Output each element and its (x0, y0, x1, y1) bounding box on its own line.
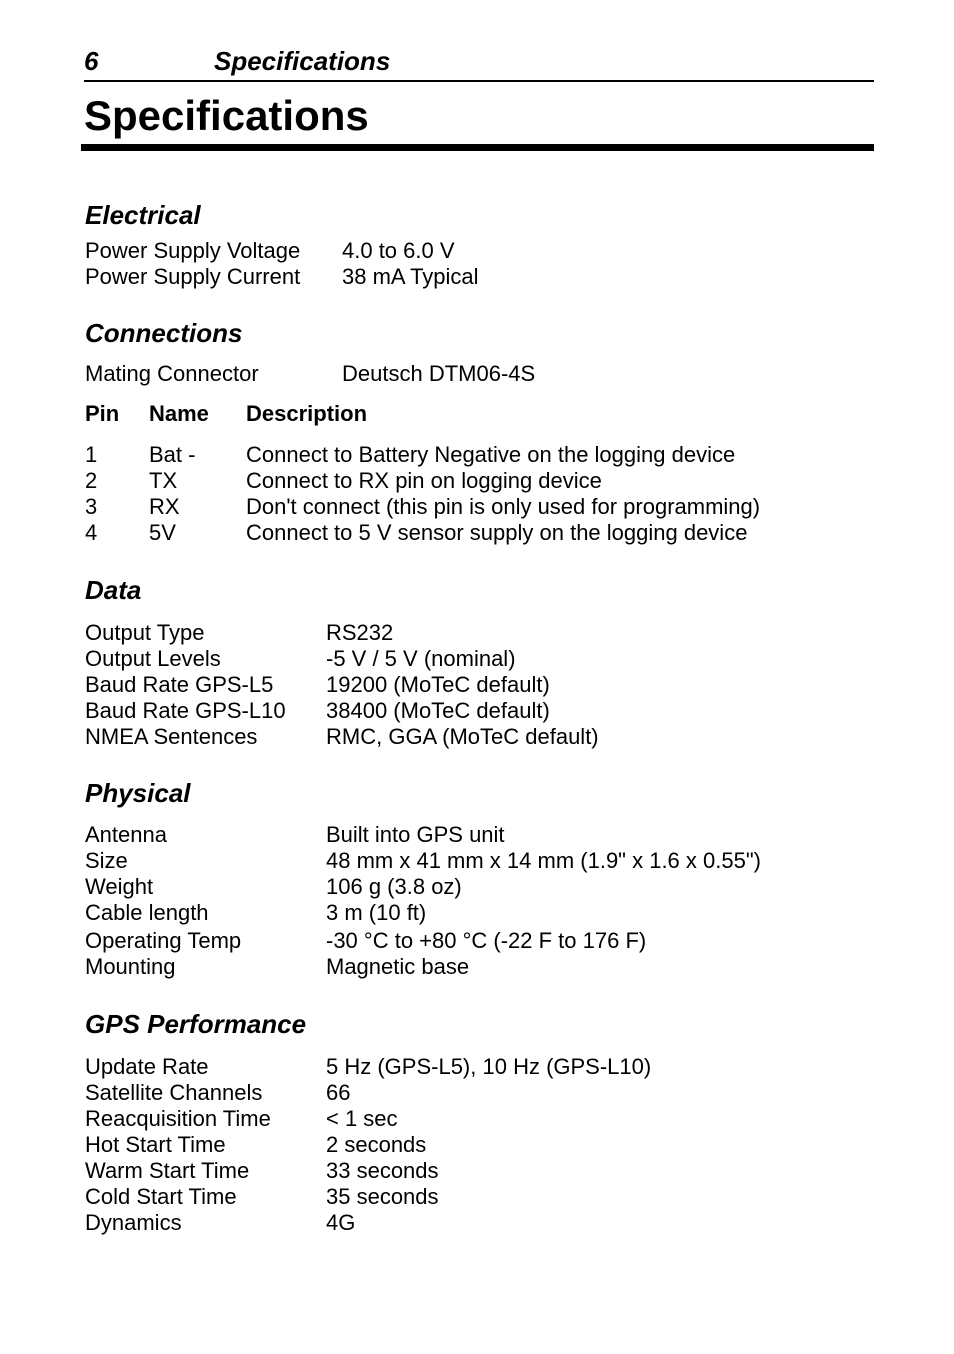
spec-row (85, 1080, 875, 1106)
section-data (85, 574, 875, 750)
mating-connector-row (85, 361, 875, 387)
spec-value: 19200 (MoTeC default) (326, 672, 550, 697)
spec-row (85, 900, 875, 926)
spec-label: NMEA Sentences (85, 724, 258, 749)
pin-name: 5V (149, 520, 176, 545)
spec-value: -5 V / 5 V (nominal) (326, 646, 516, 671)
table-row (85, 442, 875, 468)
spec-value: Built into GPS unit (326, 822, 505, 847)
spec-value: 38 mA Typical (342, 264, 479, 289)
pin-description: Connect to RX pin on logging device (246, 468, 602, 493)
spec-label: Update Rate (85, 1054, 209, 1079)
section-heading-gps-performance: GPS Performance (85, 1009, 307, 1039)
section-connections (85, 317, 875, 546)
spec-label: Mating Connector (85, 361, 259, 386)
spec-label: Power Supply Current (85, 264, 301, 289)
section-heading-electrical: Electrical (85, 200, 201, 230)
spec-value: < 1 sec (326, 1106, 398, 1131)
section-gps-performance (85, 1008, 875, 1236)
spec-value: 66 (326, 1080, 351, 1105)
spec-value: Magnetic base (326, 954, 470, 979)
spec-label: Baud Rate GPS-L10 (85, 698, 286, 723)
pin-description: Connect to Battery Negative on the logging device (246, 442, 736, 467)
spec-label: Warm Start Time (85, 1158, 250, 1183)
spec-value: RMC, GGA (MoTeC default) (326, 724, 599, 749)
pin-name: RX (149, 494, 180, 519)
spec-label: Power Supply Voltage (85, 238, 301, 263)
pin-description: Don't connect (this pin is only used for programming) (246, 494, 761, 519)
spec-value: 33 seconds (326, 1158, 439, 1183)
pin-number: 3 (85, 494, 98, 519)
pin-number: 1 (85, 442, 98, 467)
spec-row (85, 954, 875, 980)
page-number: 6 (84, 46, 99, 76)
spec-row (85, 264, 875, 290)
spec-label: Output Type (85, 620, 205, 645)
spec-row (85, 1210, 875, 1236)
spec-value: 5 Hz (GPS-L5), 10 Hz (GPS-L10) (326, 1054, 652, 1079)
pin-name: TX (149, 468, 178, 493)
spec-row (85, 698, 875, 724)
spec-value: -30 °C to +80 °C (-22 F to 176 F) (326, 928, 647, 953)
table-row (85, 520, 875, 546)
spec-row (85, 1106, 875, 1132)
running-header (84, 44, 874, 82)
spec-row (85, 620, 875, 646)
spec-row (85, 1054, 875, 1080)
spec-label: Mounting (85, 954, 176, 979)
spec-label: Dynamics (85, 1210, 182, 1235)
spec-label: Cable length (85, 900, 209, 925)
spec-label: Weight (85, 874, 154, 899)
spec-value: RS232 (326, 620, 394, 645)
spec-label: Reacquisition Time (85, 1106, 271, 1131)
pin-number: 2 (85, 468, 98, 493)
spec-row (85, 926, 875, 954)
spec-label: Satellite Channels (85, 1080, 263, 1105)
spec-label: Cold Start Time (85, 1184, 237, 1209)
spec-label: Operating Temp (85, 928, 242, 953)
spec-value: 48 mm x 41 mm x 14 mm (1.9" x 1.6 x 0.55") (326, 848, 761, 873)
section-electrical (85, 199, 875, 290)
spec-label: Size (85, 848, 128, 873)
section-heading-physical: Physical (85, 778, 191, 808)
spec-value: 4G (326, 1210, 356, 1235)
section-physical (85, 777, 875, 980)
spec-row (85, 1158, 875, 1184)
spec-label: Antenna (85, 822, 167, 847)
title-rule (81, 144, 874, 151)
spec-value: Deutsch DTM06-4S (342, 361, 536, 386)
spec-row (85, 874, 875, 900)
table-row (85, 468, 875, 494)
section-heading-data: Data (85, 575, 142, 605)
column-header-name: Name (149, 401, 209, 426)
pin-number: 4 (85, 520, 98, 545)
column-header-pin: Pin (85, 401, 120, 426)
spec-label: Output Levels (85, 646, 221, 671)
section-heading-connections: Connections (85, 318, 243, 348)
column-header-description: Description (246, 401, 368, 426)
running-title: Specifications (214, 46, 391, 76)
pin-name: Bat - (149, 442, 196, 467)
spec-value: 38400 (MoTeC default) (326, 698, 550, 723)
spec-label: Hot Start Time (85, 1132, 226, 1157)
pin-description: Connect to 5 V sensor supply on the logging device (246, 520, 748, 545)
spec-row (85, 238, 875, 264)
table-row (85, 494, 875, 520)
spec-row (85, 1184, 875, 1210)
page-title: Specifications (84, 92, 369, 139)
spec-value: 3 m (10 ft) (326, 900, 427, 925)
spec-value: 106 g (3.8 oz) (326, 874, 462, 899)
spec-value: 4.0 to 6.0 V (342, 238, 455, 263)
pin-table-header (85, 401, 875, 427)
spec-row (85, 646, 875, 672)
spec-row (85, 672, 875, 698)
spec-row (85, 1132, 875, 1158)
spec-value: 2 seconds (326, 1132, 427, 1157)
spec-value: 35 seconds (326, 1184, 439, 1209)
spec-label: Baud Rate GPS-L5 (85, 672, 274, 697)
spec-row (85, 724, 875, 750)
spec-row (85, 848, 875, 874)
spec-row (85, 822, 875, 848)
